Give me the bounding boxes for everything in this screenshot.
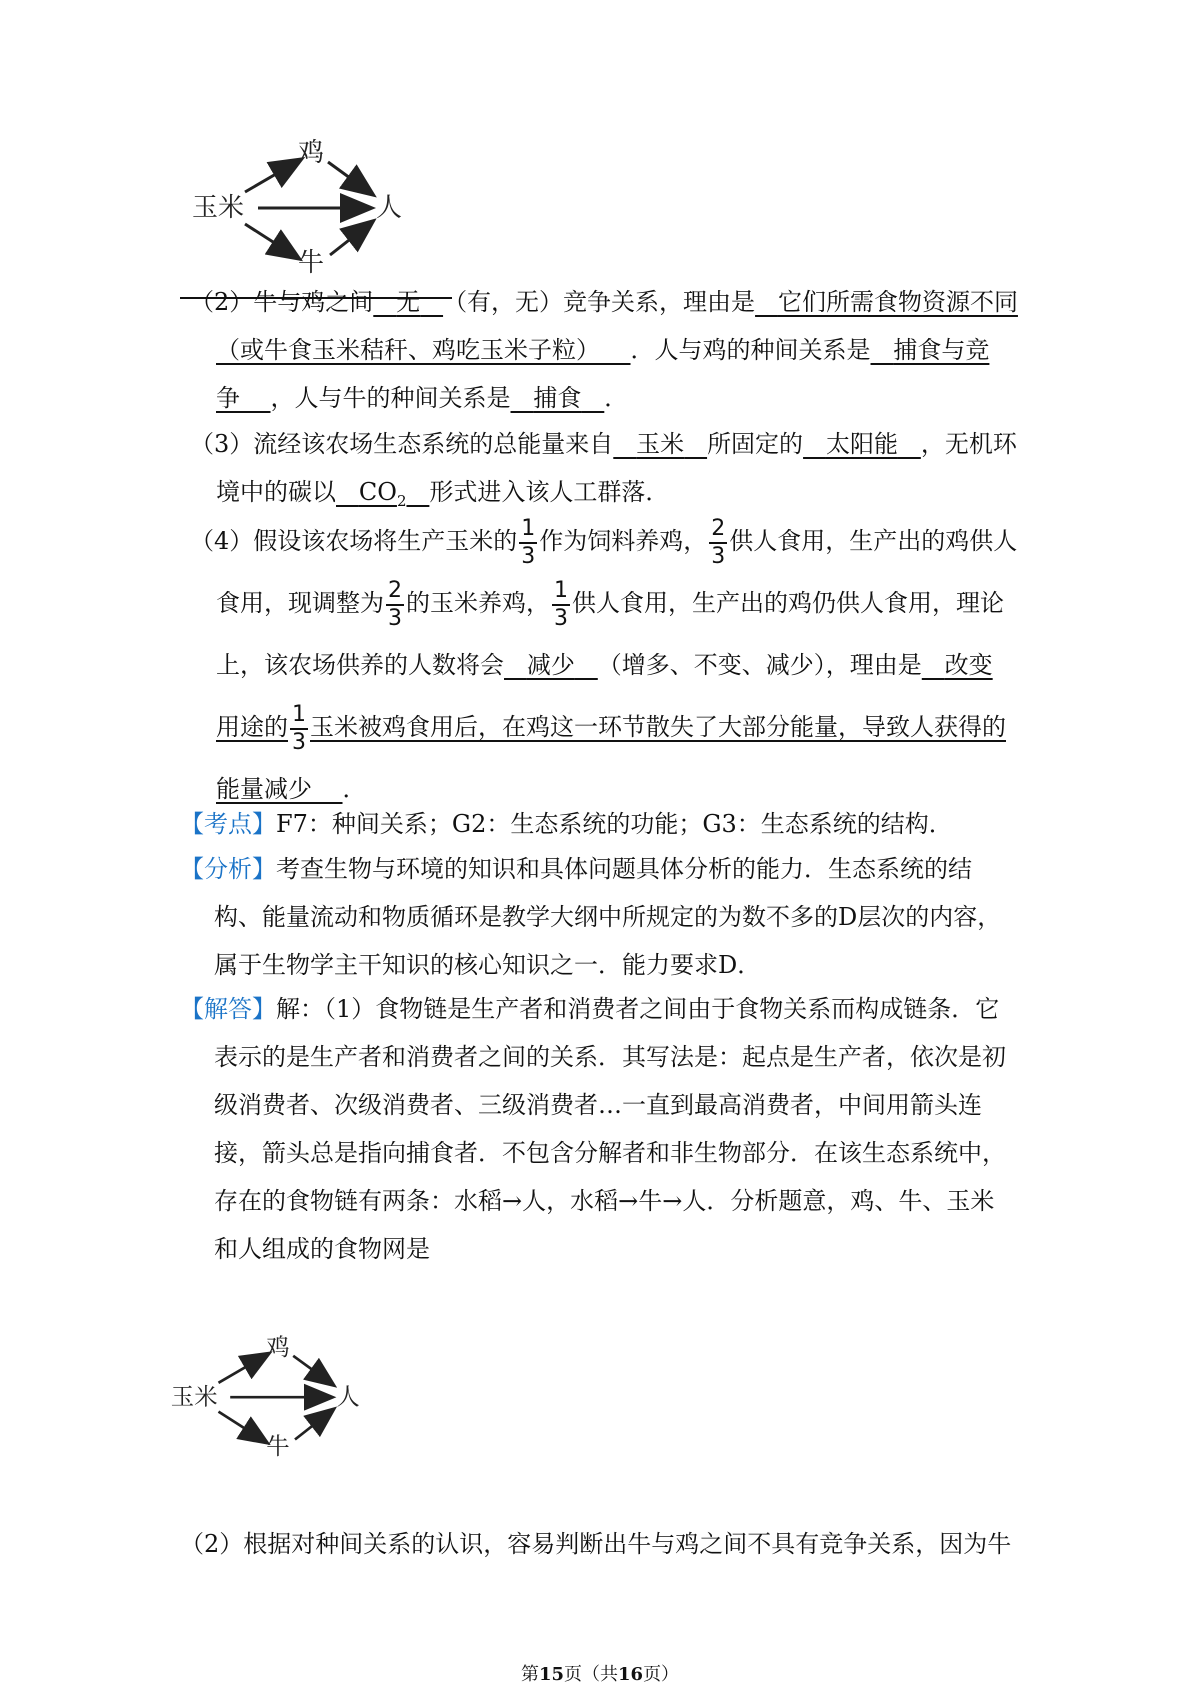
fraction-2-3: $\frac{2}{3}$: [711, 515, 726, 569]
node-chicken: 鸡: [298, 138, 325, 168]
q3-end: 形式进入该人工群落．: [429, 478, 670, 506]
footer-total-pages: 16: [618, 1664, 644, 1685]
q4-answer-2c: 玉米被鸡食用后，在鸡这一环节散失了大部分能量，导致人获得的: [310, 713, 1006, 741]
q3-answer-2: 太阳能: [825, 430, 898, 458]
q2-text-3: ，人与牛的种间关系是: [270, 384, 511, 412]
food-web-answer-arrows: [178, 1345, 412, 1480]
q4-answer-2d: 能量减少: [216, 775, 312, 803]
node-corn: 玉米: [192, 193, 245, 223]
q2-answer-3b: 争: [216, 384, 240, 412]
fraction-1-3: $\frac{1}{3}$: [521, 515, 536, 569]
q4-text-3: 食用，现调整为: [216, 589, 384, 617]
kaodian-section: [180, 800, 1040, 848]
fenxi-line-3: 属于生物学主干知识的核心知识之一．能力要求D．: [214, 951, 762, 979]
q4-text-4: 的玉米养鸡，: [406, 589, 550, 617]
q3-answer-3-sub: 2: [396, 491, 407, 510]
arrow-corn-to-cattle: [245, 224, 298, 258]
footer-page-number: 15: [538, 1664, 564, 1685]
jieda-line-5: 存在的食物链有两条：水稻→人，水稻→牛→人．分析题意，鸡、牛、玉米: [214, 1187, 995, 1215]
q2-answer-3a: 捕食与竞: [893, 336, 990, 364]
fenxi-section: [180, 845, 1040, 989]
node-chicken: 鸡: [266, 1334, 290, 1362]
q2-answer-2b: （或牛食玉米秸秆、鸡吃玉米子粒）: [216, 336, 600, 364]
arrow-corn-to-chicken: [219, 1354, 269, 1383]
footer-suffix: 页）: [643, 1664, 680, 1685]
question-4: [190, 510, 1035, 820]
q4-text-5: 供人食用，生产出的鸡仍供人食用，理论: [572, 589, 1004, 617]
arrow-chicken-to-human: [328, 162, 372, 194]
arrow-corn-to-cattle: [219, 1412, 267, 1443]
q2-answer-2a: 它们所需食物资源不同: [777, 288, 1018, 316]
q2-prefix: （2）牛与鸡之间: [190, 288, 374, 316]
q4-text-6: 上，该农场供养的人数将会: [216, 651, 504, 679]
jieda-line-6: 和人组成的食物网是: [214, 1235, 430, 1263]
fenxi-line-2: 构、能量流动和物质循环是教学大纲中所规定的为数不多的D层次的内容，: [214, 903, 1002, 931]
jieda-tag: 【解答】: [180, 995, 276, 1023]
node-human: 人: [336, 1383, 360, 1411]
q3-answer-3: CO: [358, 478, 397, 506]
q2-end: ．: [604, 384, 629, 412]
q2-answer-1: 无: [396, 288, 421, 316]
question-2: [190, 278, 1035, 422]
arrow-cattle-to-human: [295, 1410, 333, 1440]
node-human: 人: [376, 193, 403, 223]
jieda-line-3: 级消费者、次级消费者、三级消费者…一直到最高消费者，中间用箭头连: [214, 1091, 982, 1119]
q2-answer-text: （2）根据对种间关系的认识，容易判断出牛与鸡之间不具有竞争关系，因为牛: [180, 1530, 1012, 1558]
footer-mid: 页（共: [564, 1664, 618, 1685]
fraction-2-3b: $\frac{2}{3}$: [388, 577, 402, 631]
node-cattle: 牛: [266, 1433, 290, 1461]
jieda-line-2: 表示的是生产者和消费者之间的关系．其写法是：起点是生产者，依次是初: [214, 1043, 1006, 1071]
kaodian-text: F7：种间关系；G2：生态系统的功能；G3：生态系统的结构．: [276, 810, 953, 838]
arrow-chicken-to-human: [293, 1356, 333, 1385]
arrow-cattle-to-human: [330, 222, 372, 255]
q2-answer-line: [180, 1520, 1040, 1568]
fraction-1-3c: $\frac{1}{3}$: [292, 701, 306, 755]
fenxi-line-1: 考查生物与环境的知识和具体问题具体分析的能力．生态系统的结: [276, 855, 972, 883]
q3-answer-1: 玉米: [636, 430, 685, 458]
q3-text-1: 所固定的: [707, 430, 804, 458]
q4-answer-2a: 改变: [944, 651, 993, 679]
fenxi-tag: 【分析】: [180, 855, 276, 883]
jieda-line-4: 接，箭头总是指向捕食者．不包含分解者和非生物部分．在该生态系统中，: [214, 1139, 1006, 1167]
q2-answer-4: 捕食: [533, 384, 582, 412]
q3-text-2: ，无机环: [920, 430, 1017, 458]
q4-end: ．: [342, 775, 367, 803]
footer-prefix: 第: [520, 1664, 539, 1685]
fraction-1-3b: $\frac{1}{3}$: [554, 577, 568, 631]
jieda-line-1: 解：（1）食物链是生产者和消费者之间由于食物关系而构成链条．它: [276, 995, 1000, 1023]
food-web-diagram-answer: [170, 1334, 412, 1480]
jieda-section: [180, 985, 1040, 1273]
q2-text-2: ．人与鸡的种间关系是: [630, 336, 871, 364]
q4-answer-1: 减少: [526, 651, 575, 679]
node-cattle: 牛: [298, 248, 325, 278]
arrow-corn-to-chicken: [245, 160, 300, 192]
q3-text-3: 境中的碳以: [216, 478, 336, 506]
q4-answer-2b: 用途的: [216, 713, 288, 741]
q2-text-1: （有，无）竞争关系，理由是: [443, 288, 756, 316]
kaodian-tag: 【考点】: [180, 810, 276, 838]
q4-text-7: （增多、不变、减少），理由是: [597, 651, 922, 679]
q3-prefix: （3）流经该农场生态系统的总能量来自: [190, 430, 614, 458]
q4-prefix: （4）假设该农场将生产玉米的: [190, 527, 518, 555]
q4-text-2: 供人食用，生产出的鸡供人: [729, 527, 1018, 555]
page-footer: [0, 1660, 1200, 1686]
node-corn: 玉米: [170, 1383, 218, 1411]
q4-text-1: 作为饲料养鸡，: [539, 527, 708, 555]
